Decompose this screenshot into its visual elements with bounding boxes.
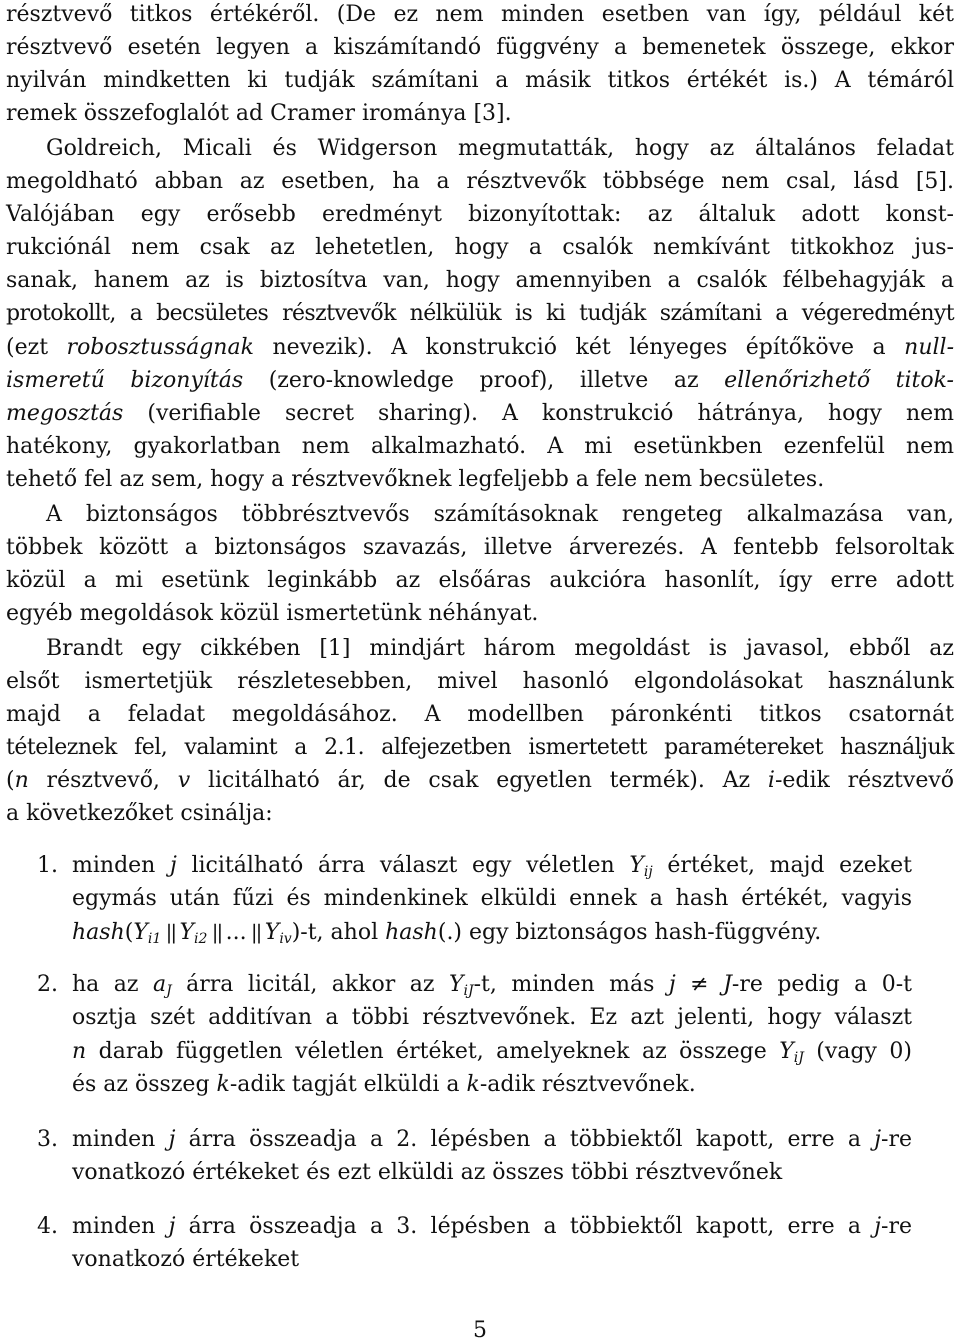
list-number: 1. xyxy=(37,853,58,878)
list-number: 3. xyxy=(37,1127,58,1152)
text-run: darab független véletlen értéket, amelyeknek az összege xyxy=(86,1039,780,1064)
text-run: -adik résztvevőnek. xyxy=(479,1072,696,1097)
text-line: tehető fel az sem, hogy a résztvevőknek legfeljebb a fele nem becsületes. xyxy=(6,467,825,492)
text-line: Brandt egy cikkében [1] mindjárt három megoldást is javasol, ebből az xyxy=(46,636,954,661)
text-run: licitálható ár, de csak egyetlen termék). Az xyxy=(190,768,768,793)
text-run: árra összeadja a 3. lépésben a többiektől kapott, erre a xyxy=(175,1214,875,1239)
text-run: ha az xyxy=(72,972,153,997)
text-run: értéket, majd ezeket xyxy=(652,853,912,878)
text-line: megoldható abban az esetben, ha a résztvevők többsége nem csal, lásd [5]. xyxy=(6,169,954,194)
text-run: -re pedig a 0-t xyxy=(731,972,912,997)
text-line xyxy=(6,368,954,394)
text-run: )-t, ahol xyxy=(291,920,386,945)
text-run: árra licitál, akkor az xyxy=(171,972,449,997)
math-var: j xyxy=(874,1214,882,1239)
concat-bars: || xyxy=(207,920,226,944)
text-line xyxy=(72,1127,912,1153)
text-run: ( xyxy=(6,768,15,793)
emphasis: robosztusságnak xyxy=(66,335,254,360)
list-number: 4. xyxy=(37,1214,58,1239)
math-var: J xyxy=(723,972,732,997)
text-run: -t, minden más xyxy=(473,972,669,997)
math-var: k xyxy=(466,1072,480,1097)
math-subscript: iv xyxy=(279,931,292,947)
text-line: közül a mi esetünk leginkább az elsőáras aukcióra hasonlít, így erre adott xyxy=(6,568,954,593)
text-line: egyéb megoldások közül ismertetünk néhányat. xyxy=(6,601,539,626)
text-line xyxy=(6,335,954,361)
math-subscript: J xyxy=(166,983,172,999)
text-run: (vagy 0) xyxy=(803,1039,912,1064)
text-run: -re xyxy=(881,1214,912,1239)
math-var: i xyxy=(767,768,775,793)
text-run: licitálható árra választ egy véletlen xyxy=(176,853,630,878)
text-line xyxy=(72,1072,912,1098)
text-line: Goldreich, Micali és Widgerson megmutatták, hogy az általános feladat xyxy=(46,136,954,161)
text-line: vonatkozó értékeket xyxy=(72,1247,300,1272)
text-line: résztvevő esetén legyen a kiszámítandó függvény a bemenetek összege, ekkor xyxy=(6,35,954,60)
math-var: v xyxy=(177,768,191,793)
text-run: (verifiable secret sharing). A konstrukció hátránya, hogy nem xyxy=(123,401,954,426)
math-var: j xyxy=(168,1127,176,1152)
text-line: többek között a biztonságos szavazás, illetve árverezés. A fentebb felsoroltak xyxy=(6,535,954,560)
text-line: protokollt, a becsületes résztvevők nélkülük is ki tudják számítani a végeredményt xyxy=(6,301,954,326)
text-line xyxy=(72,972,912,998)
emphasis: megosztás xyxy=(6,401,124,426)
concat-bars: || xyxy=(246,920,265,944)
math-var: n xyxy=(14,768,29,793)
math-var: Y xyxy=(133,920,148,945)
text-line: nyilván mindketten ki tudják számítani a másik titkos értékét is.) A témáról xyxy=(6,68,954,93)
text-run: résztvevő, xyxy=(28,768,178,793)
math-var: k xyxy=(216,1072,230,1097)
emphasis: null- xyxy=(904,335,954,360)
text-run: árra összeadja a 2. lépésben a többiektől kapott, erre a xyxy=(175,1127,875,1152)
math-var: a xyxy=(152,972,167,997)
text-line: tételeznek fel, valamint a 2.1. alfejezetben ismertetett paramétereket használjuk xyxy=(6,735,954,760)
math-var: Y xyxy=(629,853,644,878)
math-var: n xyxy=(72,1039,87,1064)
page-number: 5 xyxy=(473,1318,487,1343)
text-run: ... xyxy=(225,920,247,945)
text-run: (zero-knowledge proof), illetve az xyxy=(243,368,725,393)
text-run: és az összeg xyxy=(72,1072,217,1097)
math-subscript: iJ xyxy=(463,983,474,999)
text-line: vonatkozó értékeket és ezt elküldi az összes többi résztvevőnek xyxy=(72,1160,783,1185)
math-subscript: i2 xyxy=(194,931,208,947)
text-line xyxy=(6,768,954,794)
text-line: egymás után fűzi és mindenkinek elküldi ennek a hash értékét, vagyis xyxy=(72,886,912,911)
emphasis: ismeretű bizonyítás xyxy=(6,368,244,393)
text-line xyxy=(72,853,912,879)
text-line xyxy=(72,919,912,946)
text-line xyxy=(72,1039,912,1065)
text-line: sanak, hanem az is biztosítva van, hogy amennyiben a csalók félbehagyják a xyxy=(6,268,954,293)
text-line: elsőt ismertetjük részletesebben, mivel hasonló elgondolásokat használunk xyxy=(6,669,954,694)
math-var: hash xyxy=(385,920,438,945)
text-run: minden xyxy=(72,853,170,878)
text-line xyxy=(6,401,954,427)
text-line: rukciónál nem csak az lehetetlen, hogy a csalók nemkívánt titkokhoz jus- xyxy=(6,235,954,260)
text-run: -edik résztvevő xyxy=(774,768,955,793)
list-number: 2. xyxy=(37,972,58,997)
text-line: résztvevő titkos értékéről. (De ez nem minden esetben van így, például két xyxy=(6,2,954,27)
text-line: majd a feladat megoldásához. A modellben páronkénti titkos csatornát xyxy=(6,702,954,727)
text-line: a következőket csinálja: xyxy=(6,801,273,826)
concat-bars: || xyxy=(161,920,180,944)
text-run: ( xyxy=(124,920,134,945)
emphasis: ellenőrizhető titok- xyxy=(724,368,954,393)
math-var: j xyxy=(170,853,177,878)
math-var: Y xyxy=(179,920,194,945)
math-subscript: i1 xyxy=(147,931,162,947)
text-line: hatékony, gyakorlatban nem alkalmazható. A mi esetünkben ezenfelül nem xyxy=(6,434,954,459)
text-line xyxy=(72,1214,912,1240)
math-var: j xyxy=(668,972,676,997)
text-run: -adik tagját elküldi a xyxy=(229,1072,467,1097)
text-line: osztja szét additívan a többi résztvevőnek. Ez azt jelenti, hogy választ xyxy=(72,1005,912,1030)
text-run: ≠ xyxy=(675,972,724,997)
math-var: j xyxy=(168,1214,176,1239)
text-run: minden xyxy=(72,1127,169,1152)
math-var: hash xyxy=(72,920,125,945)
math-var: j xyxy=(874,1127,882,1152)
math-var: Y xyxy=(264,920,280,945)
math-var: Y xyxy=(779,1039,794,1064)
text-line: Valójában egy erősebb eredményt bizonyítottak: az általuk adott konst- xyxy=(6,202,954,227)
text-run: nevezik). A konstrukció két lényeges építőköve a xyxy=(253,335,905,360)
math-subscript: iJ xyxy=(793,1050,804,1066)
text-run: minden xyxy=(72,1214,169,1239)
text-run: (ezt xyxy=(6,335,67,360)
text-line: remek összefoglalót ad Cramer irománya [3]. xyxy=(6,101,512,126)
text-run: -re xyxy=(881,1127,912,1152)
text-run: (.) egy biztonságos hash-függvény. xyxy=(437,920,822,945)
text-line: A biztonságos többrésztvevős számításoknak rengeteg alkalmazása van, xyxy=(46,502,954,527)
math-var: Y xyxy=(448,972,464,997)
math-subscript: ij xyxy=(643,864,653,880)
